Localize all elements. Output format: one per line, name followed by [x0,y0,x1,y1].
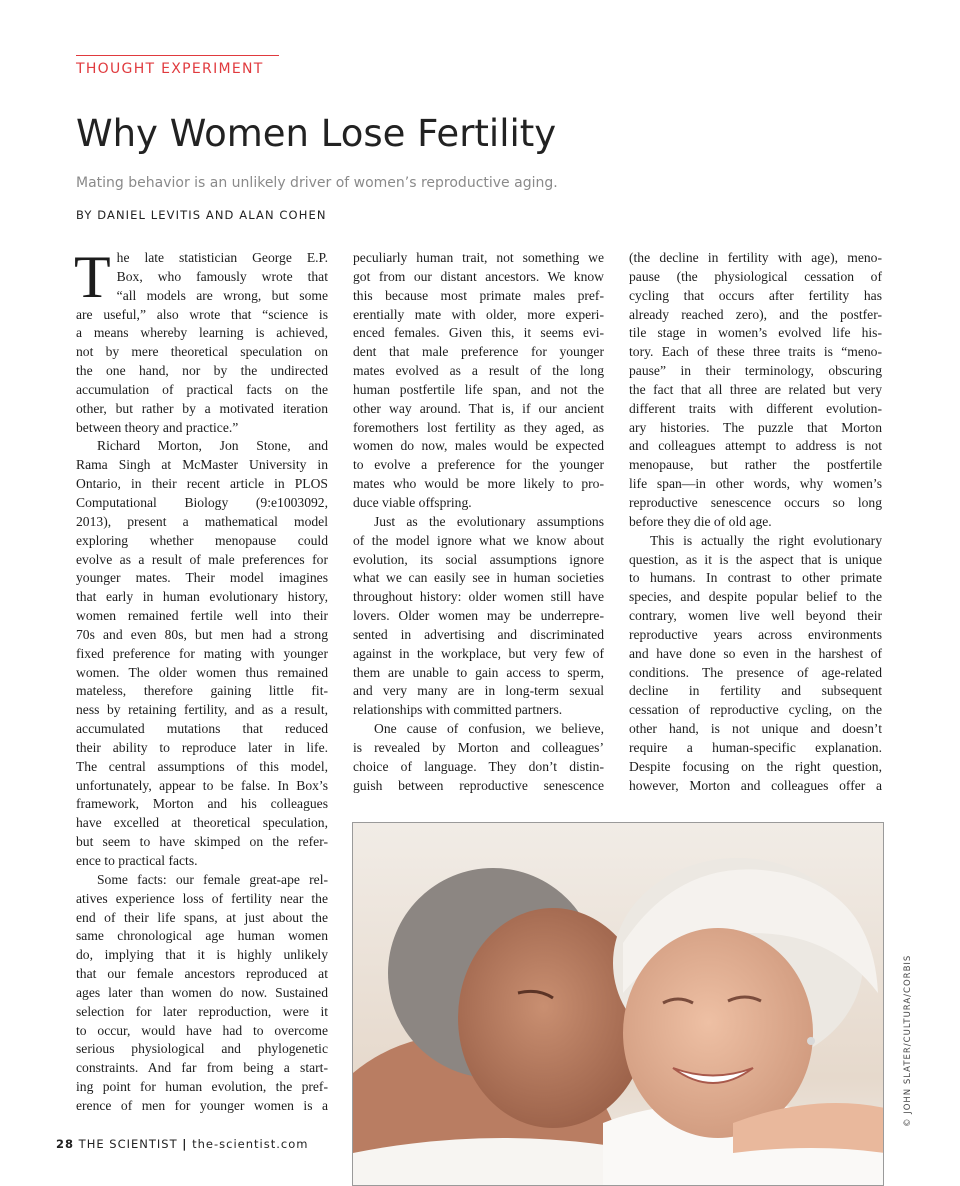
section-label: THOUGHT EXPERIMENT [76,61,264,77]
text-column-2 [353,249,604,795]
page-number: 28 [56,1137,75,1151]
text-column-1 [74,244,328,1116]
paragraph: Just as the evolutionary assumptions of the model ignore what we know about evolution, its social assumptions ignore what we can easily see in human societies throughout history: older women still have lovers. Older women may be underrepre- sented in advertising and discriminated against in the workplace, but very few of them are unable to gain access to sperm, and very many are in long-term sexual relationships with committed partners. [353,513,604,718]
photo-credit: © JOHN SLATER/CULTURA/CORBIS [903,954,913,1127]
paragraph: (the decline in fertility with age), meno- pause (the physiological cessation of cycling that occurs after fertility has already reached zero), and the postfer- tile stage in women’s evolved life his- tory. Each of these three traits is “meno- pause” in their terminology, obscuring the fact that all three are related but very different traits with different evolution- ary histories. The puzzle that Morton and colleagues attempt to address is not menopause, but rather the postfertile life span—in other words, why women’s reproductive senescence occurs so long before they die of old age. [629,250,882,529]
paragraph: T he late statistician George E.P. Box, who famously wrote that “all models are wrong, but some are useful,” also wrote that “science is a means whereby learning is achieved, not by mere theoretical speculation on the one hand, nor by the undirected accumulation of practical facts on the other, but rather by a motivated iteration between theory and practice.” [74,244,328,435]
website-link[interactable]: the-scientist.com [192,1137,309,1151]
paragraph: One cause of confusion, we believe, is revealed by Morton and colleagues’ choice of language. They don’t distin- guish between reproductive senescence [353,721,604,793]
paragraph: Richard Morton, Jon Stone, and Rama Singh at McMaster University in Ontario, in their recent article in PLOS Computational Biology (9:e1003092, 2013), present a mathematical model exploring whether menopause could evolve as a result of male preferences for younger mates. Their model imagines that early in human evolutionary history, women remained fertile well into their 70s and even 80s, but men had a strong fixed preference for mating with younger women. The older women thus remained mateless, therefore gaining little fit- ness by retaining fertility, and as a result, accumulated mutations that reduced their ability to reproduce later in life. The central assumptions of this model, unfortunately, appear to be false. In Box’s framework, Morton and his colleagues have excelled at theoretical speculation, but seem to have skimped on the refer- ence to practical facts. [76,438,328,868]
paragraph: This is actually the right evolutionary question, as it is the aspect that is unique to humans. In contrast to other primate species, and despite popular belief to the contrary, women live well beyond their reproductive years across environments and have done so even in the harshest of conditions. The presence of age-related decline in fertility and subsequent cessation of reproductive cycling, on the other hand, is not unique and doesn’t require a human-specific explanation. Despite focusing on the right question, however, Morton and colleagues offer a [629,532,882,793]
text-column-3 [629,249,882,795]
article-title: Why Women Lose Fertility [76,112,557,155]
page-footer [56,1137,308,1151]
article-subtitle: Mating behavior is an unlikely driver of women’s reproductive aging. [76,175,558,191]
footer-separator: | [182,1137,188,1151]
couple-photo-illustration [353,823,884,1186]
article-photo [352,822,884,1186]
magazine-name: THE SCIENTIST [78,1137,178,1151]
drop-cap: T [74,244,111,310]
paragraph: peculiarly human trait, not something we got from our distant ancestors. We know this because most primate males pref- erentially mate with older, more experi- enced females. Given this, it seems evi- dent that male preference for younger mates evolved as a result of the long human postfertile life span, and not the other way around. That is, if our ancient foremothers lost fertility as they aged, as women do now, males would be expected to evolve a preference for the younger mates who would be more likely to pro- duce viable offspring. [353,250,604,510]
section-rule [76,55,279,56]
paragraph: Some facts: our female great-ape rel- atives experience loss of fertility near the end of their life spans, at just about the same chronological age human women do, implying that it is highly unlikely that our female ancestors reproduced at ages later than women do now. Sustained selection for later reproduction, were it to occur, would have had to overcome serious physiological and phylogenetic constraints. And far from being a start- ing point for human evolution, the pref- erence of men for younger women is a [76,871,328,1113]
byline: BY DANIEL LEVITIS AND ALAN COHEN [76,208,327,222]
